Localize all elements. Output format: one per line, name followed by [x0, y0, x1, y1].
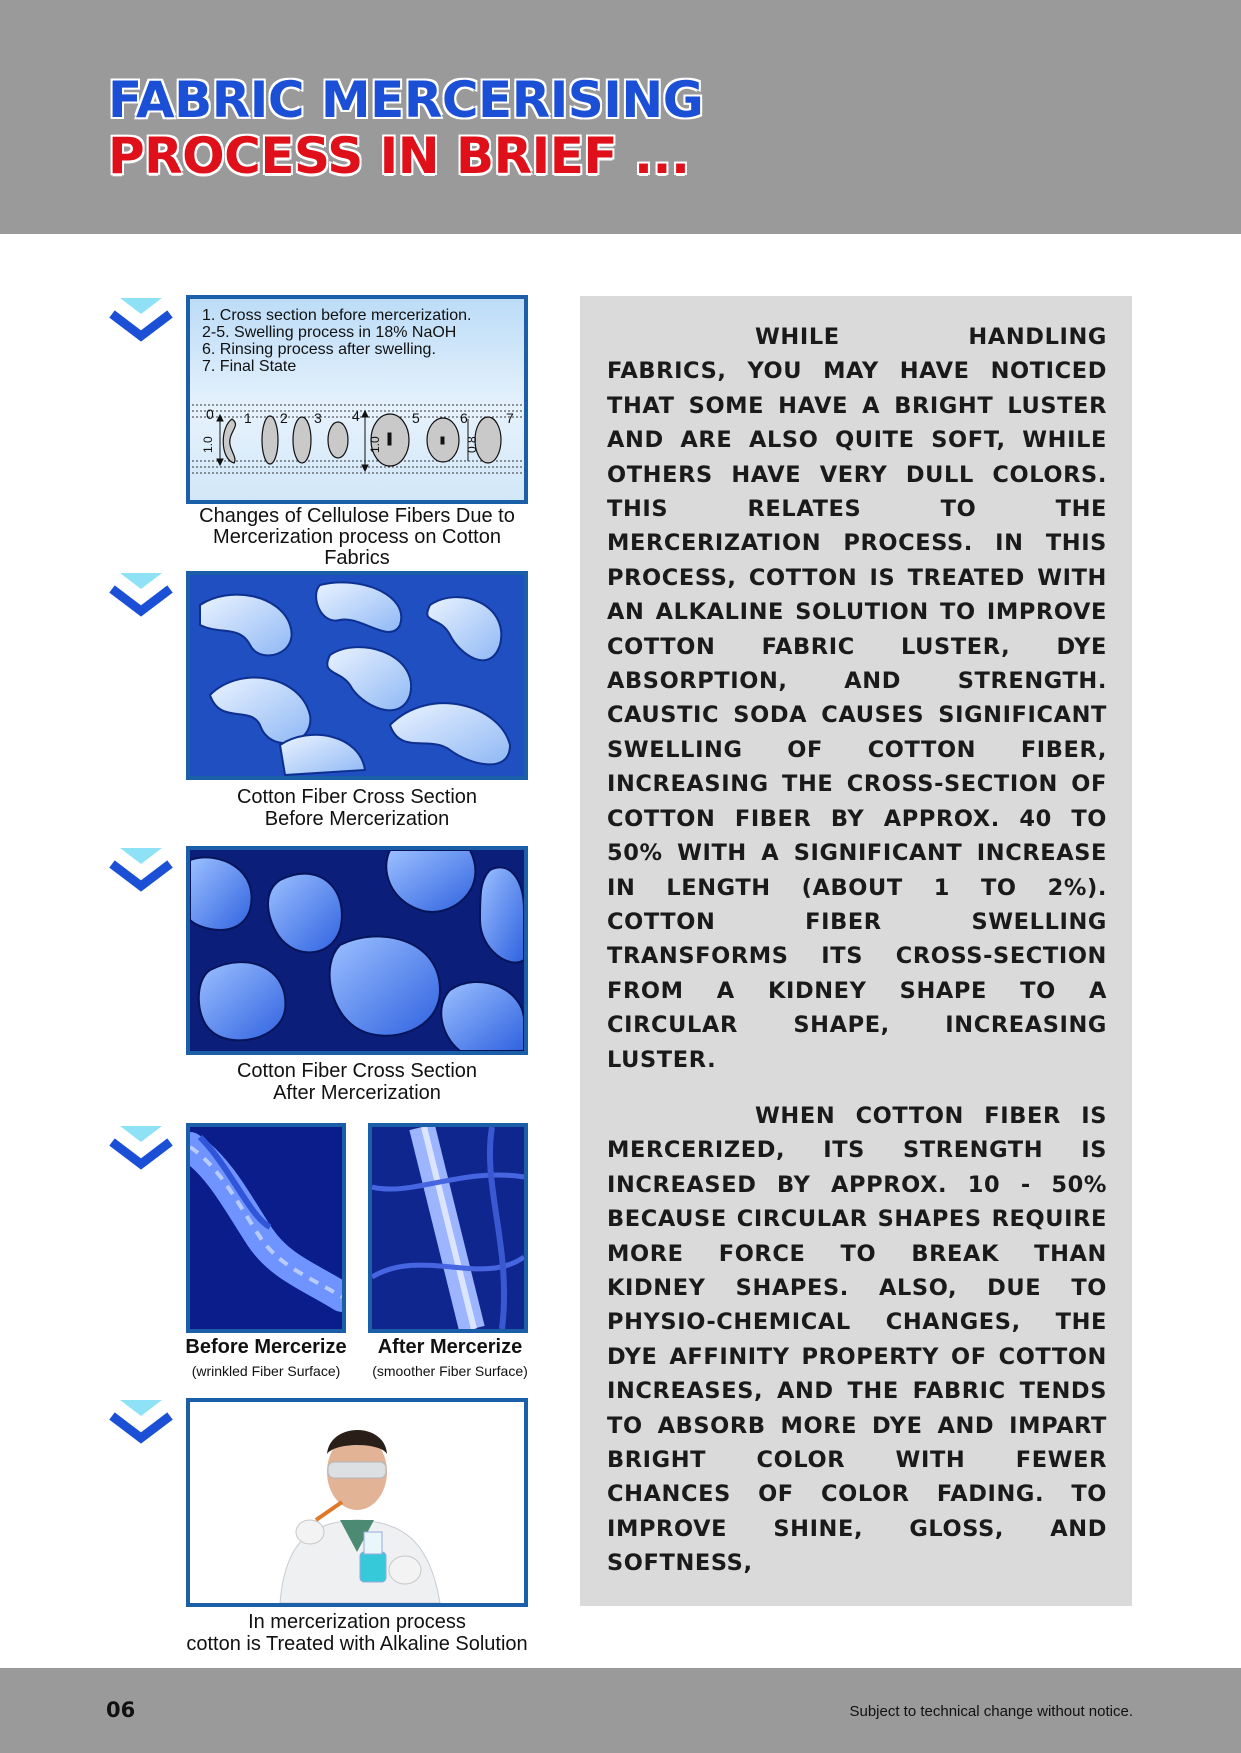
caption-line: After Mercerization: [273, 1082, 441, 1104]
caption-line: cotton is Treated with Alkaline Solution: [186, 1633, 528, 1655]
dimension-label: 1.0: [368, 436, 382, 453]
stage-number: 0: [206, 406, 214, 422]
diagram-note: 6. Rinsing process after swelling.: [202, 341, 436, 358]
diagram-note: 2-5. Swelling process in 18% NaOH: [202, 324, 457, 341]
chevron-down-icon: [108, 296, 174, 344]
chevron-down-icon: [108, 571, 174, 619]
fiber-after-micrograph: [186, 846, 528, 1055]
caption-line: In mercerization process: [248, 1611, 466, 1633]
chevron-down-icon: [108, 846, 174, 894]
surface-before-label: [178, 1336, 354, 1379]
fiber-stages-drawing: [190, 399, 524, 499]
surface-before-image: [186, 1123, 346, 1333]
title-line-1: FABRIC MERCERISING: [108, 71, 704, 129]
stage-number: 6: [460, 410, 468, 426]
fiber-after-image: [190, 850, 524, 1051]
diagram-note: 7. Final State: [202, 358, 297, 375]
footer-disclaimer: Subject to technical change without notice.: [849, 1703, 1133, 1720]
page-number: 06: [106, 1698, 136, 1722]
surface-after-image: [368, 1123, 528, 1333]
paragraph-text: WHEN COTTON FIBER IS MERCERIZED, ITS STRENGTH IS INCREASED BY APPROX. 10 - 50% BECAUSE CIRCULAR SHAPES REQUIRE MORE FORCE TO BREAK THAN KIDNEY SHAPES. ALSO, DUE TO PHYSIO-CHEMICAL CHANGES, THE DYE AFFINITY PROPERTY OF COTTON INCREASES, AND THE FABRIC TENDS TO ABSORB MORE DYE AND IMPART BRIGHT COLOR WITH FEWER CHANCES OF COLOR FADING. TO IMPROVE SHINE, GLOSS, AND SOFTNESS,: [607, 1103, 1107, 1577]
caption-line: Cotton Fiber Cross Section: [236, 1060, 478, 1082]
dimension-label: 1.0: [201, 436, 215, 453]
paragraph-text: WHILE HANDLING FABRICS, YOU MAY HAVE NOTICED THAT SOME HAVE A BRIGHT LUSTER AND ARE ALSO QUITE SOFT, WHILE OTHERS HAVE VERY DULL COLORS. THIS RELATES TO THE MERCERIZATION PROCESS. IN THIS PROCESS, COTTON IS TREATED WITH AN ALKALINE SOLUTION TO IMPROVE COTTON FABRIC LUSTER, DYE ABSORPTION, AND STRENGTH. CAUSTIC SODA CAUSES SIGNIFICANT SWELLING OF COTTON FIBER, INCREASING THE CROSS-SECTION OF COTTON FIBER BY APPROX. 40 TO 50% WITH A SIGNIFICANT INCREASE IN LENGTH (ABOUT 1 TO 2%). COTTON FIBER SWELLING TRANSFORMS ITS CROSS-SECTION FROM A KIDNEY SHAPE TO A CIRCULAR SHAPE, INCREASING LUSTER.: [607, 324, 1107, 1073]
fiber-before-micrograph: [186, 571, 528, 780]
dimension-label: 0.8: [465, 436, 479, 453]
title-line-2: PROCESS IN BRIEF ...: [108, 127, 690, 185]
smooth-fiber-image: [372, 1127, 524, 1329]
body-paragraph-2: [607, 1099, 1107, 1581]
body-paragraph-1: [607, 320, 1107, 1077]
label-subtitle: (smoother Fiber Surface): [372, 1363, 528, 1379]
chevron-down-icon: [108, 1398, 174, 1446]
stage-number: 5: [412, 410, 420, 426]
fiber-before-image: [190, 575, 524, 776]
stage-number: 7: [506, 410, 514, 426]
before-caption: [186, 786, 528, 830]
lab-photo: [186, 1398, 528, 1607]
diagram-note: 1. Cross section before mercerization.: [202, 307, 472, 324]
stage-number: 2: [280, 410, 288, 426]
label-subtitle: (wrinkled Fiber Surface): [191, 1363, 341, 1379]
caption-line: Cotton Fiber Cross Section: [236, 786, 478, 808]
wrinkled-fiber-image: [190, 1127, 342, 1329]
scientist-illustration: [190, 1402, 524, 1603]
label-title: After Mercerize: [377, 1336, 523, 1358]
lab-caption: [150, 1611, 564, 1655]
diagram-caption: Changes of Cellulose Fibers Due to Mercerization process on Cotton Fabrics: [199, 505, 515, 569]
fiber-swelling-diagram: [186, 295, 528, 504]
stage-number: 4: [352, 408, 360, 424]
caption-line: Before Mercerization: [264, 808, 450, 830]
stage-number: 1: [244, 410, 252, 426]
diagram-notes: [202, 307, 471, 375]
chevron-down-icon: [108, 1124, 174, 1172]
surface-after-label: [358, 1336, 542, 1379]
label-title: Before Mercerize: [185, 1336, 347, 1358]
page-title: [108, 72, 703, 184]
after-caption: [186, 1060, 528, 1104]
stage-number: 3: [314, 410, 322, 426]
